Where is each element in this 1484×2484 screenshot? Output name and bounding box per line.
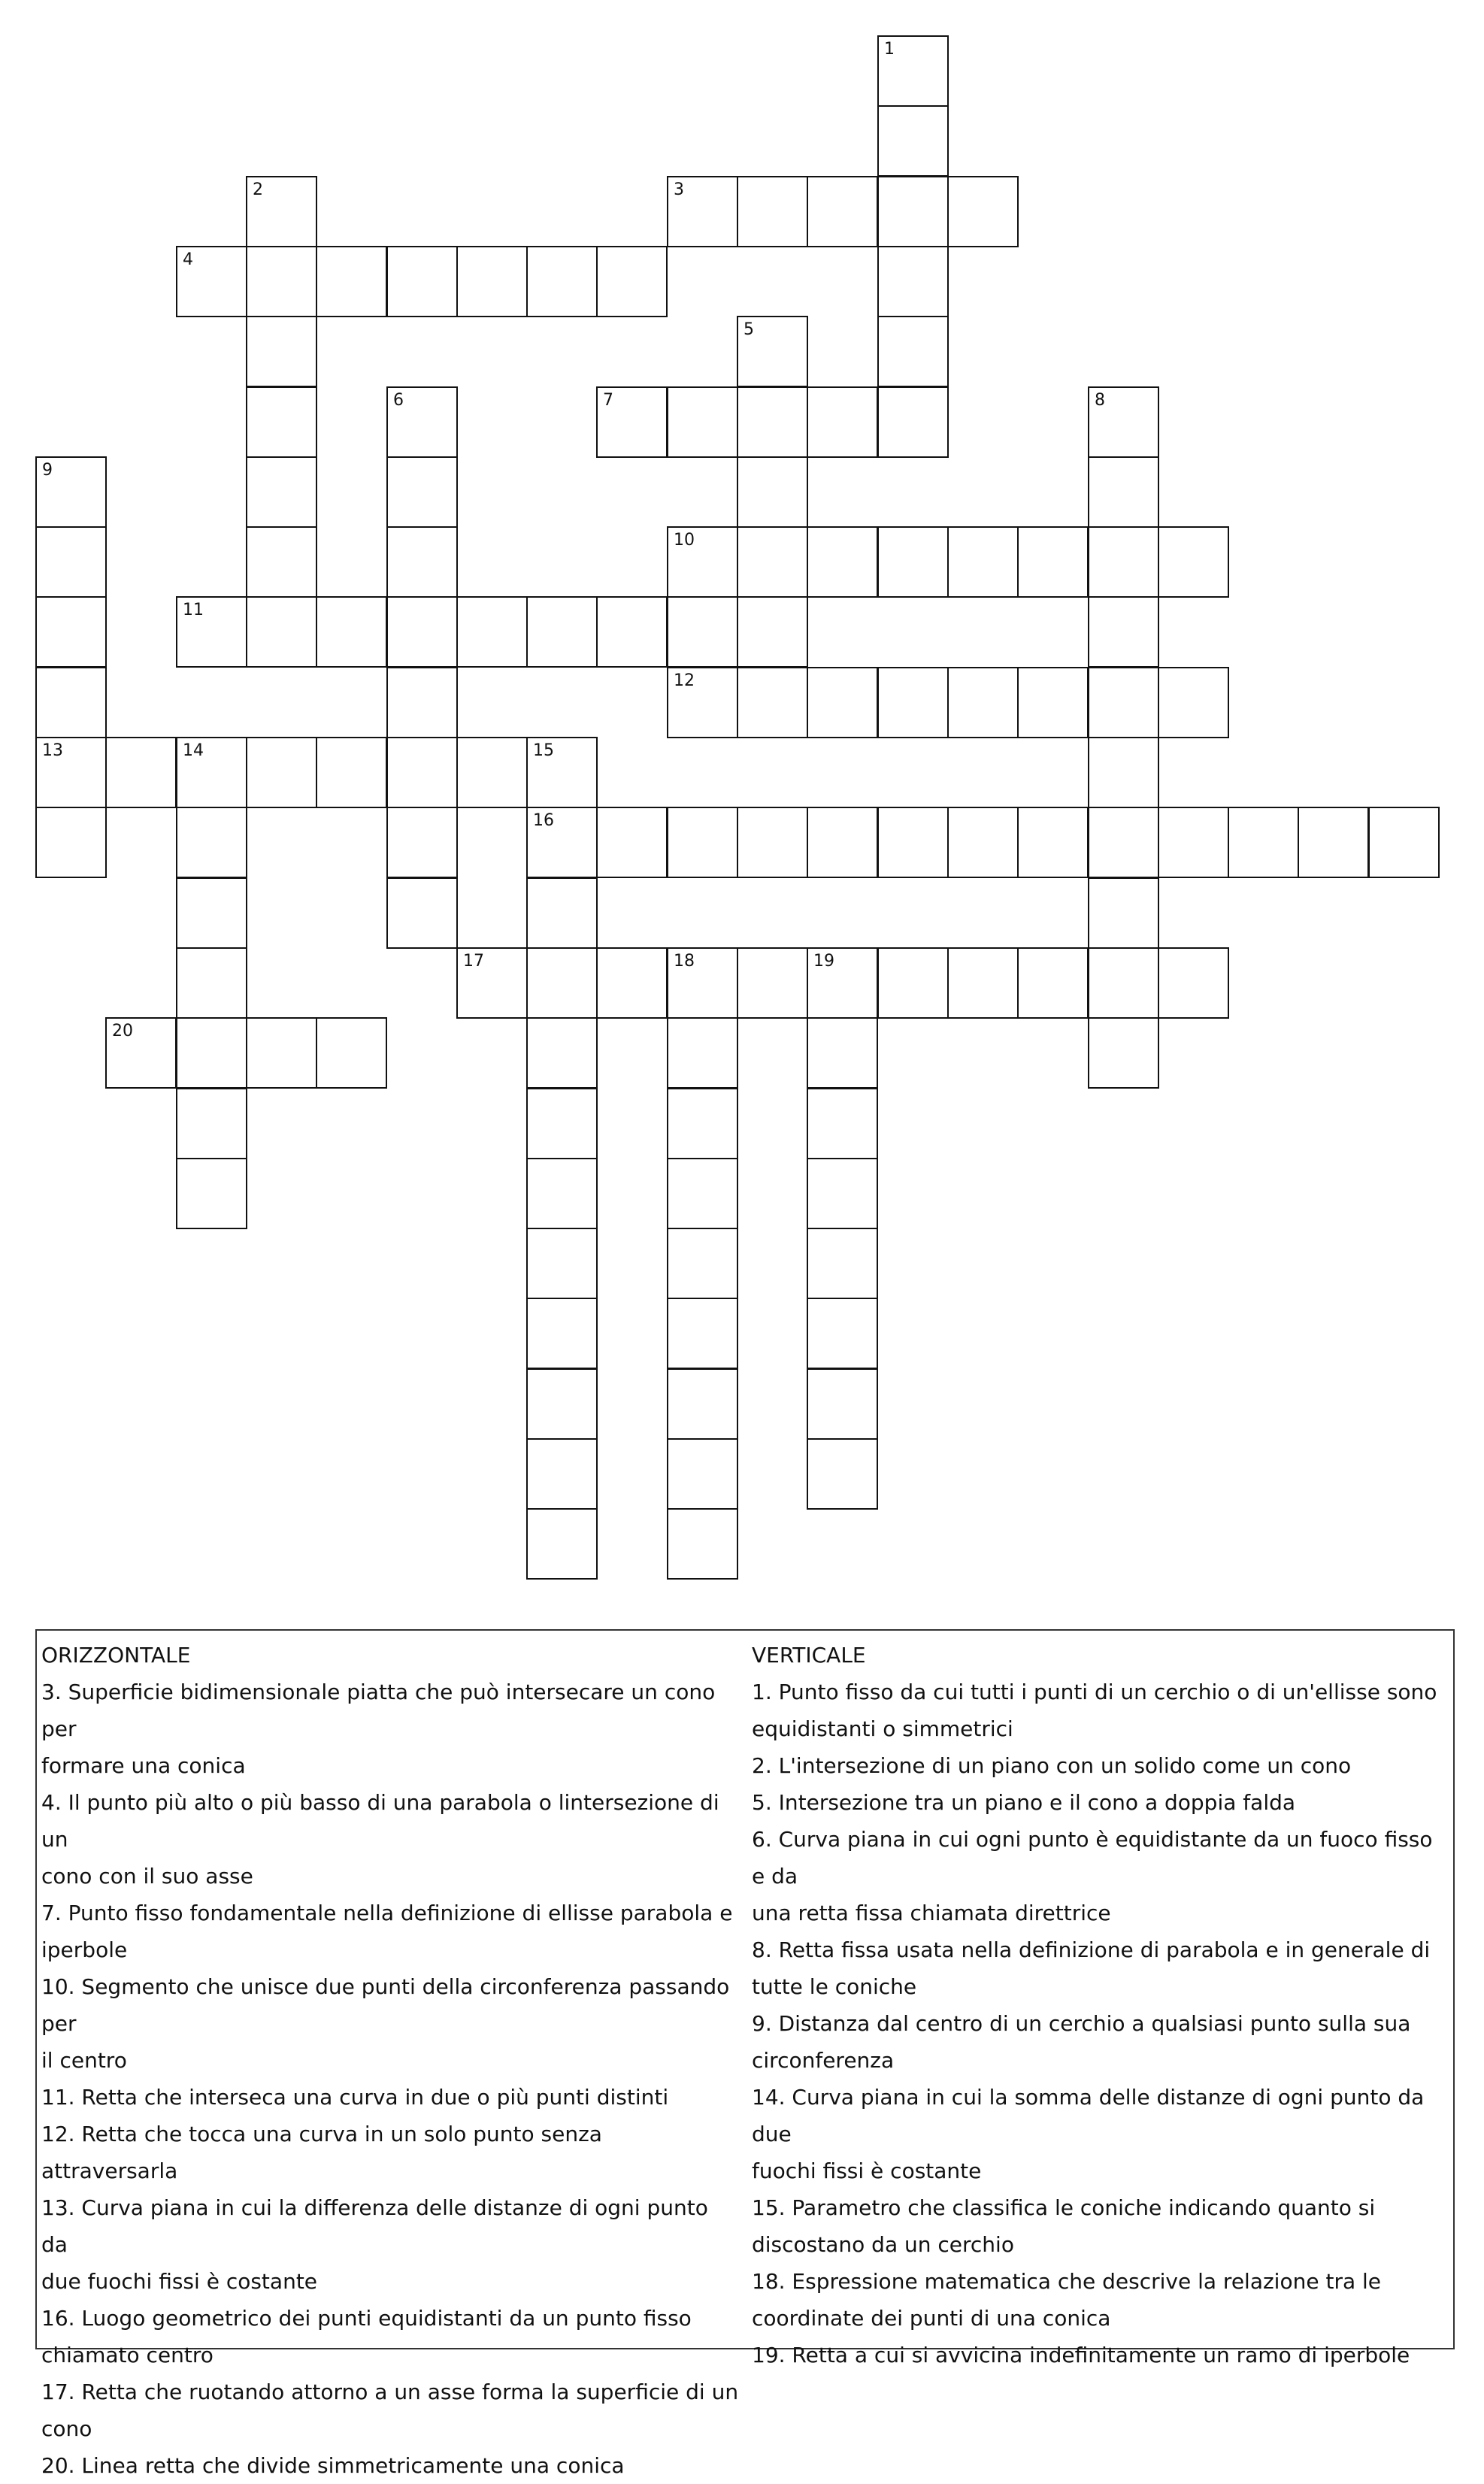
down-title: VERTICALE <box>752 1643 866 1668</box>
across-clue-line: 4. Il punto più alto o più basso di una parabola o lintersezione di un <box>41 1790 719 1852</box>
crossword-cell[interactable] <box>667 1508 738 1580</box>
down-clues-column <box>752 1637 1447 2373</box>
crossword-cell[interactable] <box>667 667 738 738</box>
crossword-cell[interactable] <box>316 246 387 317</box>
down-clue-line: equidistanti o simmetrici <box>752 1716 1013 1741</box>
clue-number: 11 <box>183 601 204 619</box>
crossword-cell[interactable] <box>877 386 949 458</box>
crossword-cell[interactable] <box>35 807 107 878</box>
across-clue-line: 11. Retta che interseca una curva in due o più punti distinti <box>41 2085 669 2110</box>
crossword-cell[interactable] <box>176 1158 247 1229</box>
crossword-cell[interactable] <box>246 1017 317 1089</box>
crossword-cell[interactable] <box>596 807 668 878</box>
crossword-cell[interactable] <box>807 1088 878 1159</box>
crossword-cell[interactable] <box>1158 526 1229 598</box>
crossword-cell[interactable] <box>526 1368 598 1440</box>
crossword-cell[interactable] <box>246 386 317 458</box>
crossword-cell[interactable] <box>667 596 738 668</box>
crossword-cell[interactable] <box>1088 526 1159 598</box>
crossword-cell[interactable] <box>807 1298 878 1369</box>
clue-number: 8 <box>1095 391 1105 410</box>
crossword-cell[interactable] <box>1088 947 1159 1019</box>
crossword-cell[interactable] <box>877 667 949 738</box>
down-clue-line: fuochi fissi è costante <box>752 2158 982 2183</box>
down-clue-line: discostano da un cerchio <box>752 2232 1014 2257</box>
down-clue-line: una retta fissa chiamata direttrice <box>752 1901 1111 1925</box>
crossword-cell[interactable] <box>456 947 528 1019</box>
crossword-cell[interactable] <box>807 1017 878 1089</box>
across-clue-line: formare una conica <box>41 1753 246 1778</box>
crossword-cell[interactable] <box>807 807 878 878</box>
crossword-cell[interactable] <box>176 947 247 1019</box>
crossword-cell[interactable] <box>176 246 247 317</box>
crossword-cell[interactable] <box>947 947 1019 1019</box>
clue-number: 15 <box>533 741 554 760</box>
crossword-cell[interactable] <box>947 667 1019 738</box>
crossword-cell[interactable] <box>877 807 949 878</box>
crossword-cell[interactable] <box>105 1017 177 1089</box>
clues-box <box>35 1629 1455 2478</box>
crossword-cell[interactable] <box>667 1088 738 1159</box>
crossword-cell[interactable] <box>246 596 317 668</box>
across-clue-line: 13. Curva piana in cui la differenza delle distanze di ogni punto da <box>41 2195 708 2257</box>
crossword-cell[interactable] <box>526 1088 598 1159</box>
crossword-cell[interactable] <box>176 877 247 949</box>
down-clue-list <box>752 1674 1447 2373</box>
crossword-cell[interactable] <box>807 1438 878 1510</box>
crossword-cell[interactable] <box>246 316 317 387</box>
crossword-cell[interactable] <box>316 737 387 808</box>
crossword-cell[interactable] <box>35 526 107 598</box>
down-clue-line: circonferenza <box>752 2048 895 2073</box>
crossword-cell[interactable] <box>1088 877 1159 949</box>
crossword-cell[interactable] <box>877 316 949 387</box>
clue-number: 7 <box>603 391 613 410</box>
crossword-cell[interactable] <box>737 807 808 878</box>
down-clue-line: 5. Intersezione tra un piano e il cono a doppia falda <box>752 1790 1296 1815</box>
clue-number: 16 <box>533 811 554 830</box>
clue-number: 6 <box>393 391 404 410</box>
crossword-cell[interactable] <box>176 737 247 808</box>
crossword-cell[interactable] <box>737 947 808 1019</box>
crossword-cell[interactable] <box>667 1298 738 1369</box>
clue-number: 10 <box>674 531 695 550</box>
crossword-cell[interactable] <box>807 386 878 458</box>
crossword-cell[interactable] <box>947 176 1019 247</box>
across-clue-line: chiamato centro <box>41 2343 214 2367</box>
crossword-cell[interactable] <box>737 386 808 458</box>
crossword-cell[interactable] <box>807 947 878 1019</box>
crossword-cell[interactable] <box>526 246 598 317</box>
down-clue-line: tutte le coniche <box>752 1974 917 1999</box>
across-clue-line: iperbole <box>41 1937 128 1962</box>
crossword-cell[interactable] <box>877 246 949 317</box>
crossword-cell[interactable] <box>807 1368 878 1440</box>
crossword-cell[interactable] <box>526 1298 598 1369</box>
clue-number: 12 <box>674 671 695 690</box>
across-clue-line: due fuochi fissi è costante <box>41 2269 318 2294</box>
crossword-cell[interactable] <box>596 386 668 458</box>
crossword-cell[interactable] <box>1158 807 1229 878</box>
clue-number: 20 <box>112 1022 133 1041</box>
crossword-cell[interactable] <box>667 1017 738 1089</box>
crossword-cell[interactable] <box>667 807 738 878</box>
crossword-cell[interactable] <box>807 1158 878 1229</box>
crossword-cell[interactable] <box>176 1088 247 1159</box>
crossword-cell[interactable] <box>877 947 949 1019</box>
crossword-cell[interactable] <box>526 1438 598 1510</box>
crossword-cell[interactable] <box>596 947 668 1019</box>
crossword-cell[interactable] <box>1158 947 1229 1019</box>
crossword-cell[interactable] <box>1017 667 1089 738</box>
crossword-cell[interactable] <box>176 596 247 668</box>
crossword-cell[interactable] <box>737 316 808 387</box>
crossword-cell[interactable] <box>1088 807 1159 878</box>
down-clue-line: 2. L'intersezione di un piano con un solido come un cono <box>752 1753 1352 1778</box>
crossword-cell[interactable] <box>386 667 458 738</box>
crossword-cell[interactable] <box>667 1368 738 1440</box>
across-clue-line: cono <box>41 2416 92 2441</box>
across-title: ORIZZONTALE <box>41 1643 191 1668</box>
crossword-cell[interactable] <box>246 526 317 598</box>
down-clue-line: 9. Distanza dal centro di un cerchio a qualsiasi punto sulla sua <box>752 2011 1411 2036</box>
crossword-cell[interactable] <box>1088 596 1159 668</box>
across-clue-line: 16. Luogo geometrico dei punti equidistanti da un punto fisso <box>41 2306 692 2331</box>
crossword-cell[interactable] <box>667 1228 738 1299</box>
crossword-cell[interactable] <box>667 947 738 1019</box>
crossword-cell[interactable] <box>737 526 808 598</box>
crossword-cell[interactable] <box>807 667 878 738</box>
crossword-cell[interactable] <box>35 456 107 528</box>
crossword-cell[interactable] <box>386 456 458 528</box>
crossword-cell[interactable] <box>246 176 317 247</box>
clue-number: 3 <box>674 180 684 199</box>
crossword-cell[interactable] <box>807 526 878 598</box>
crossword-cell[interactable] <box>667 176 738 247</box>
down-clue-line: 18. Espressione matematica che descrive la relazione tra le <box>752 2269 1382 2294</box>
crossword-cell[interactable] <box>386 246 458 317</box>
crossword-cell[interactable] <box>667 526 738 598</box>
crossword-cell[interactable] <box>316 1017 387 1089</box>
down-clue-line: 8. Retta fissa usata nella definizione di parabola e in generale di <box>752 1937 1431 1962</box>
across-clue-line: 10. Segmento che unisce due punti della circonferenza passando per <box>41 1974 730 2036</box>
crossword-cell[interactable] <box>386 737 458 808</box>
crossword-cell[interactable] <box>667 386 738 458</box>
clue-number: 19 <box>813 952 834 971</box>
crossword-cell[interactable] <box>807 176 878 247</box>
clue-number: 13 <box>42 741 63 760</box>
across-clue-list <box>41 1674 740 2484</box>
crossword-cell[interactable] <box>877 105 949 177</box>
crossword-cell[interactable] <box>737 667 808 738</box>
crossword-cell[interactable] <box>877 526 949 598</box>
crossword-cell[interactable] <box>526 1158 598 1229</box>
crossword-cell[interactable] <box>386 596 458 668</box>
crossword-cell[interactable] <box>596 246 668 317</box>
crossword-cell[interactable] <box>386 526 458 598</box>
crossword-cell[interactable] <box>596 596 668 668</box>
clue-number: 1 <box>884 40 895 59</box>
crossword-cell[interactable] <box>176 807 247 878</box>
crossword-cell[interactable] <box>1088 1017 1159 1089</box>
crossword-cell[interactable] <box>526 807 598 878</box>
crossword-cell[interactable] <box>105 737 177 808</box>
crossword-cell[interactable] <box>526 1228 598 1299</box>
down-clue-line: coordinate dei punti di una conica <box>752 2306 1111 2331</box>
crossword-cell[interactable] <box>667 1438 738 1510</box>
crossword-cell[interactable] <box>1088 456 1159 528</box>
crossword-cell[interactable] <box>526 1017 598 1089</box>
crossword-cell[interactable] <box>176 1017 247 1089</box>
crossword-cell[interactable] <box>1368 807 1440 878</box>
clue-number: 2 <box>253 180 263 199</box>
down-clue-line: 14. Curva piana in cui la somma delle distanze di ogni punto da due <box>752 2085 1425 2146</box>
crossword-cell[interactable] <box>737 456 808 528</box>
crossword-cell[interactable] <box>526 1508 598 1580</box>
crossword-cell[interactable] <box>526 877 598 949</box>
crossword-cell[interactable] <box>947 526 1019 598</box>
crossword-cell[interactable] <box>526 947 598 1019</box>
across-clue-line: cono con il suo asse <box>41 1864 253 1889</box>
crossword-cell[interactable] <box>1088 737 1159 808</box>
crossword-cell[interactable] <box>35 737 107 808</box>
across-clues-column <box>41 1637 740 2484</box>
crossword-cell[interactable] <box>807 1228 878 1299</box>
crossword-cell[interactable] <box>1017 947 1089 1019</box>
clue-number: 4 <box>183 250 193 269</box>
crossword-cell[interactable] <box>1088 386 1159 458</box>
across-clue-line: 17. Retta che ruotando attorno a un asse forma la superficie di un <box>41 2379 739 2404</box>
crossword-cell[interactable] <box>737 176 808 247</box>
crossword-cell[interactable] <box>386 386 458 458</box>
crossword-cell[interactable] <box>947 807 1019 878</box>
across-clue-line: 20. Linea retta che divide simmetricamente una conica <box>41 2453 625 2478</box>
down-clue-line: 15. Parametro che classifica le coniche indicando quanto si <box>752 2195 1376 2220</box>
crossword-cell[interactable] <box>1228 807 1299 878</box>
crossword-cell[interactable] <box>1017 526 1089 598</box>
crossword-cell[interactable] <box>737 596 808 668</box>
clue-number: 9 <box>42 461 53 480</box>
crossword-cell[interactable] <box>1088 667 1159 738</box>
crossword-cell[interactable] <box>877 35 949 107</box>
crossword-cell[interactable] <box>526 737 598 808</box>
crossword-cell[interactable] <box>246 456 317 528</box>
across-clue-line: 3. Superficie bidimensionale piatta che può intersecare un cono per <box>41 1680 716 1741</box>
crossword-cell[interactable] <box>1017 807 1089 878</box>
crossword-cell[interactable] <box>316 596 387 668</box>
down-clue-line: 6. Curva piana in cui ogni punto è equidistante da un fuoco fisso e da <box>752 1827 1433 1889</box>
down-clue-line: 1. Punto fisso da cui tutti i punti di un cerchio o di un'ellisse sono <box>752 1680 1437 1704</box>
across-clue-line: 7. Punto fisso fondamentale nella definizione di ellisse parabola e <box>41 1901 733 1925</box>
crossword-cell[interactable] <box>35 667 107 738</box>
clue-number: 14 <box>183 741 204 760</box>
clue-number: 17 <box>463 952 484 971</box>
crossword-cell[interactable] <box>386 877 458 949</box>
crossword-cell[interactable] <box>246 737 317 808</box>
crossword-cell[interactable] <box>35 596 107 668</box>
crossword-cell[interactable] <box>667 1158 738 1229</box>
across-clue-line: il centro <box>41 2048 127 2073</box>
clue-number: 18 <box>674 952 695 971</box>
crossword-cell[interactable] <box>456 246 528 317</box>
crossword-cell[interactable] <box>246 246 317 317</box>
crossword-cell[interactable] <box>877 176 949 247</box>
crossword-cell[interactable] <box>1158 667 1229 738</box>
crossword-cell[interactable] <box>1298 807 1369 878</box>
clue-number: 5 <box>744 320 754 339</box>
across-clue-line: 12. Retta che tocca una curva in un solo punto senza attraversarla <box>41 2122 602 2183</box>
down-clue-line: 19. Retta a cui si avvicina indefinitamente un ramo di iperbole <box>752 2343 1410 2367</box>
crossword-cell[interactable] <box>456 596 528 668</box>
crossword-cell[interactable] <box>456 737 528 808</box>
crossword-cell[interactable] <box>526 596 598 668</box>
crossword-cell[interactable] <box>386 807 458 878</box>
